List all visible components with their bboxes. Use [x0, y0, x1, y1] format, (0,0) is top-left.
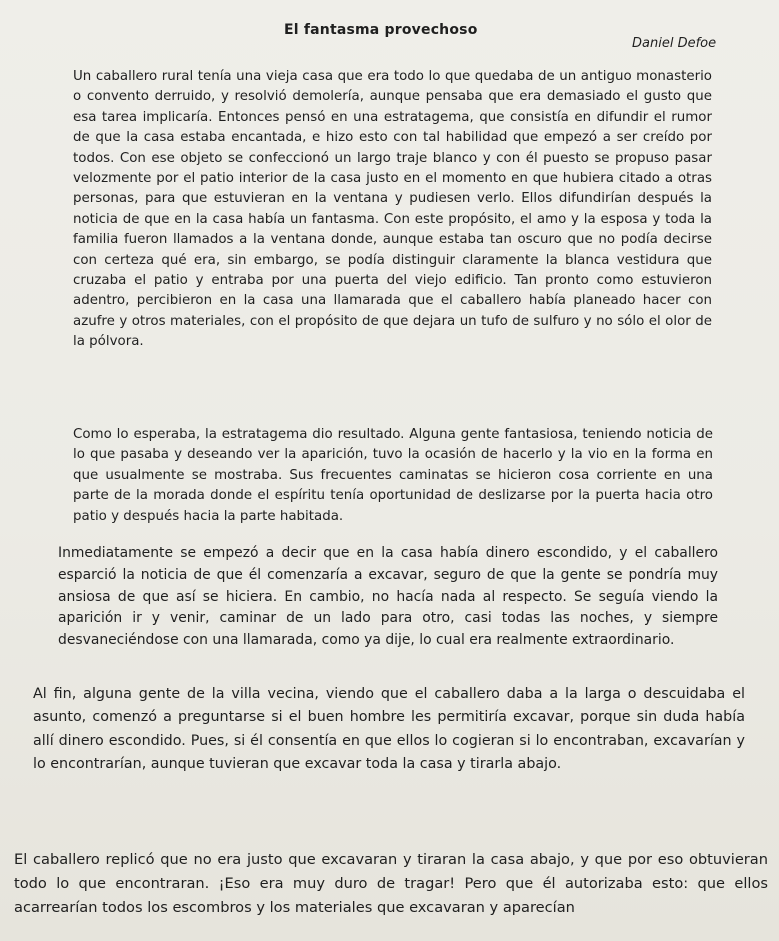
document-title: El fantasma provechoso: [284, 22, 478, 38]
paragraph-5: El caballero replicó que no era justo que excavaran y tiraran la casa abajo, y que por eso obtuvieran todo lo que encontraran. ¡Eso era muy duro de tragar! Pero que él autorizaba esto: que ellos acarrearían todos los escombros y los materiales que excavaran y aparecían: [14, 851, 768, 916]
paragraph-3: Inmediatamente se empezó a decir que en la casa había dinero escondido, y el caballero esparció la noticia de que él comenzaría a excavar, seguro de que la gente se pondría muy ansiosa de que así se hiciera. En cambio, no hacía nada al respecto. Se seguía viendo la aparición ir y venir, caminar de un lado para otro, casi todas las noches, y siempre desvaneciéndose con una llamarada, como ya dije, lo cual era realmente extraordinario.: [58, 545, 718, 649]
document-author: Daniel Defoe: [632, 36, 717, 51]
paragraph-1: Un caballero rural tenía una vieja casa que era todo lo que quedaba de un antiguo monasterio o convento derruido, y resolvió demolería, aunque pensaba que era demasiado el gusto que esa tarea implicaría. Entonces pensó en una estratagema, que consistía en difundir el rumor de que la casa estaba encantada, e hizo esto con tal habilidad que empezó a ser creído por todos. Con ese objeto se confeccionó un largo traje blanco y con él puesto se propuso pasar velozmente por el patio interior de la casa justo en el momento en que hubiera citado a otras personas, para que estuvieran en la ventana y pudiesen verlo. Ellos difundirían después la noticia de que en la casa había un fantasma. Con este propósito, el amo y la esposa y toda la familia fueron llamados a la ventana donde, aunque estaba tan oscuro que no podía decirse con certeza qué era, sin embargo, se podía distinguir claramente la blanca vestidura que cruzaba el patio y entraba por una puerta del viejo edificio. Tan pronto como estuvieron adentro, percibieron en la casa una llamarada que el caballero había planeado hacer con azufre y otros materiales, con el propósito de que dejara un tufo de sulfuro y no sólo el olor de la pólvora.: [73, 69, 712, 350]
paragraph-2: Como lo esperaba, la estratagema dio resultado. Alguna gente fantasiosa, teniendo noticia de lo que pasaba y deseando ver la aparición, tuvo la ocasión de hacerlo y la vio en la forma en que usualmente se mostraba. Sus frecuentes caminatas se hicieron cosa corriente en una parte de la morada donde el espíritu tenía oportunidad de deslizarse por la puerta hacia otro patio y después hacia la parte habitada.: [73, 427, 713, 524]
paragraph-4: Al fin, alguna gente de la villa vecina, viendo que el caballero daba a la larga o descuidaba el asunto, comenzó a preguntarse si el buen hombre les permitiría excavar, porque sin duda había allí dinero escondido. Pues, si él consentía en que ellos lo cogieran si lo encontraban, excavarían y lo encontrarían, aunque tuvieran que excavar toda la casa y tirarla abajo.: [33, 686, 745, 773]
